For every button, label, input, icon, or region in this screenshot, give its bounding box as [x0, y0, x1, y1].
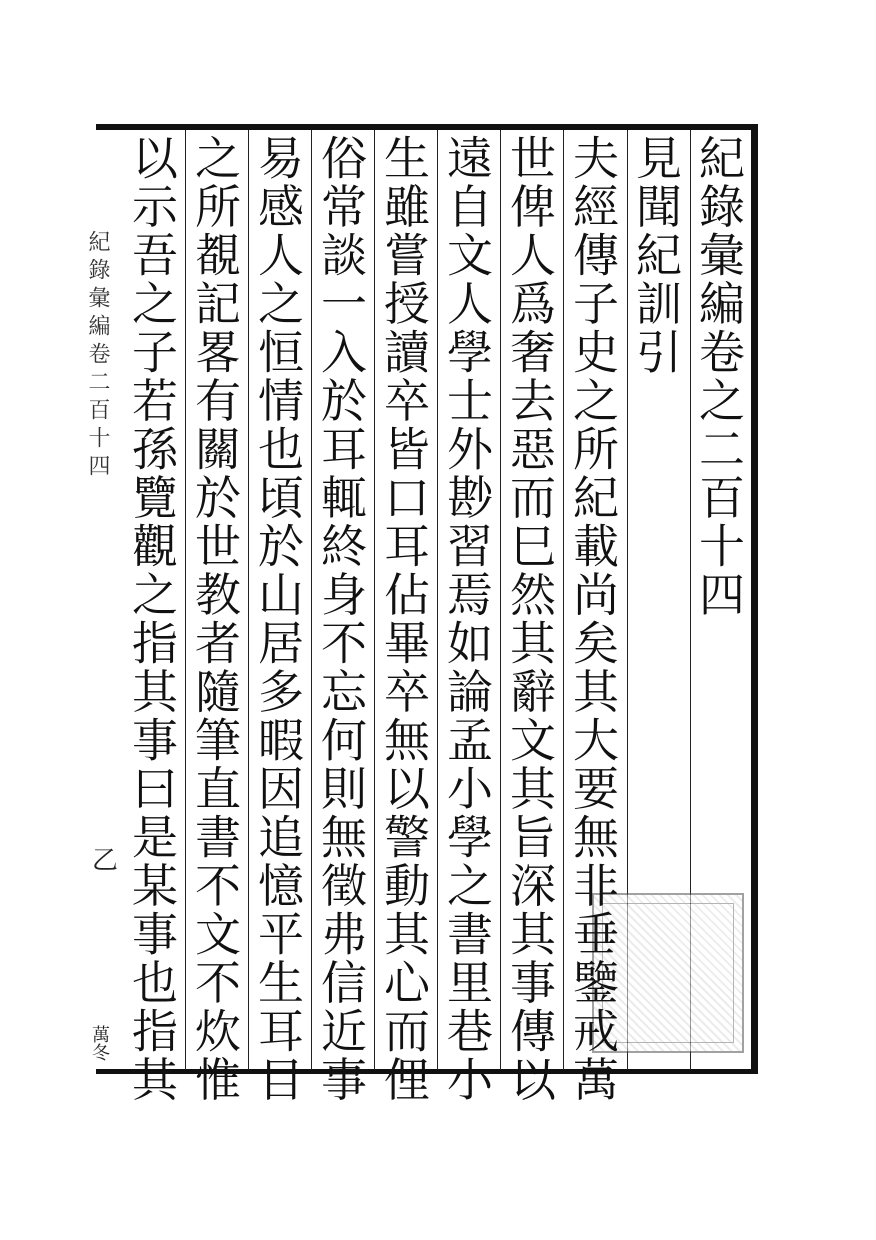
margin-side-text: 紀錄彙編卷二百十四 [85, 230, 110, 482]
folio-mark: 乙 [92, 846, 119, 876]
text-column: 遠自文人學士外尠習焉如論孟小學之書里巷小 [440, 134, 494, 1104]
section-heading: 見聞紀訓引 [629, 134, 683, 377]
text-column: 易感人之恒情也頃於山居多暇因追憶平生耳目 [251, 134, 305, 1104]
text-column: 以示吾之子若孫覽觀之指其事曰是某事也指其 [125, 134, 179, 1104]
text-column: 之所覩記畧有關於世教者隨筆直書不文不炊惟 [188, 134, 242, 1104]
volume-title: 紀錄彙編卷之二百十四 [692, 134, 746, 619]
text-column: 夫經傳子史之所紀載尚矣其大要無非垂鑒戒萬 [566, 134, 620, 1104]
text-column: 生雖嘗授讀卒皆口耳佔畢卒無以警動其心而俚 [377, 134, 431, 1104]
text-column: 俗常談一入於耳輒終身不忘何則無徵弗信近事 [314, 134, 368, 1104]
margin-label: 萬冬 [89, 1025, 110, 1061]
text-column: 世俾人爲奢去惡而巳然其辭文其旨深其事傳以 [503, 134, 557, 1104]
